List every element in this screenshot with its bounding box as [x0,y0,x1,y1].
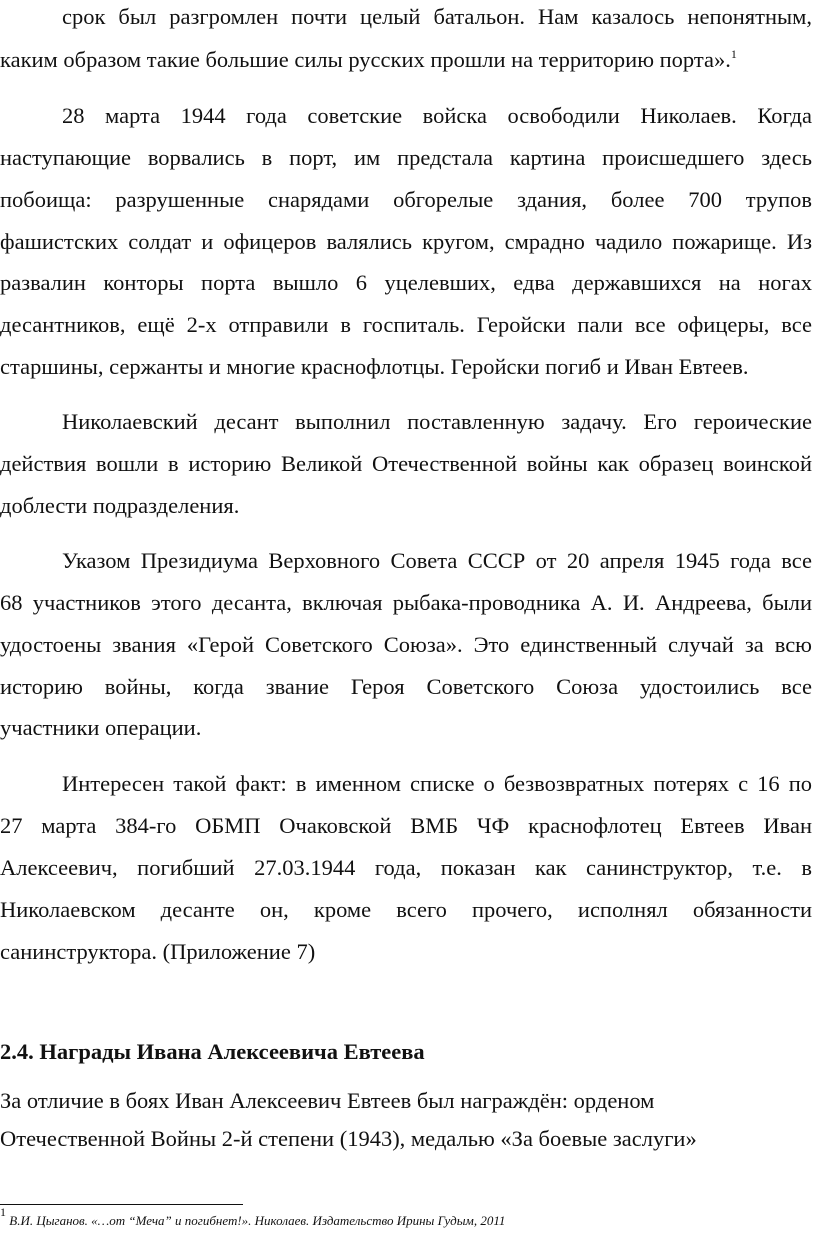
text-line [0,45,812,75]
text-line: старшины, сержанты и многие краснофлотцы. Геройски погиб и Иван Евтеев. [0,354,749,379]
text-line: побоища: разрушенные снарядами обгорелые здания, более 700 трупов [0,187,812,212]
text-line: историю войны, когда звание Героя Советского Союза удостоились все [0,674,812,699]
text-line: наступающие ворвались в порт, им предстала картина происшедшего здесь [0,145,812,170]
text-line: санинструктора. (Приложение 7) [0,939,316,964]
text-line: десантников, ещё 2-х отправили в госпиталь. Геройски пали все офицеры, все [0,312,812,337]
text-line: действия вошли в историю Великой Отечественной войны как образец воинской [0,451,812,476]
text-line: Отечественной Войны 2-й степени (1943), медалью «За боевые заслуги» [0,1126,697,1151]
section-heading: 2.4. Награды Ивана Алексеевича Евтеева [0,1039,425,1064]
footnote [0,1205,506,1230]
text-line: Николаевский десант выполнил поставленную задачу. Его героические [62,409,812,434]
text-line: За отличие в боях Иван Алексеевич Евтеев был награждён: орденом [0,1088,655,1113]
text-line: фашистских солдат и офицеров валялись кругом, смрадно чадило пожарище. Из [0,229,812,254]
text-line: 27 марта 384-го ОБМП Очаковской ВМБ ЧФ краснофлотец Евтеев Иван [0,813,812,838]
text-line: доблести подразделения. [0,493,240,518]
footnote-text: В.И. Цыганов. «…от “Меча” и погибнет!». Николаев. Издательство Ирины Гудым, 2011 [9,1213,506,1228]
text-line: 28 марта 1944 года советские войска освободили Николаев. Когда [62,103,812,128]
text-line: Интересен такой факт: в именном списке о безвозвратных потерях с 16 по [62,771,812,796]
footnote-reference: 1 [730,47,737,61]
text-line-content: каким образом такие большие силы русских прошли на территорию порта». [0,47,731,72]
text-line: Алексеевич, погибший 27.03.1944 года, показан как санинструктор, т.е. в [0,855,812,880]
text-line: Указом Президиума Верховного Совета СССР от 20 апреля 1945 года все [62,548,812,573]
text-line: 68 участников этого десанта, включая рыбака-проводника А. И. Андреева, были [0,590,812,615]
footnote-marker: 1 [0,1205,6,1219]
footnote-separator [0,1204,243,1205]
text-line: развалин конторы порта вышло 6 уцелевших, едва державшихся на ногах [0,270,812,295]
text-line: удостоены звания «Герой Советского Союза». Это единственный случай за всю [0,632,812,657]
text-line: Николаевском десанте он, кроме всего прочего, исполнял обязанности [0,897,812,922]
text-line: срок был разгромлен почти целый батальон. Нам казалось непонятным, [62,4,812,29]
text-line: участники операции. [0,715,202,740]
